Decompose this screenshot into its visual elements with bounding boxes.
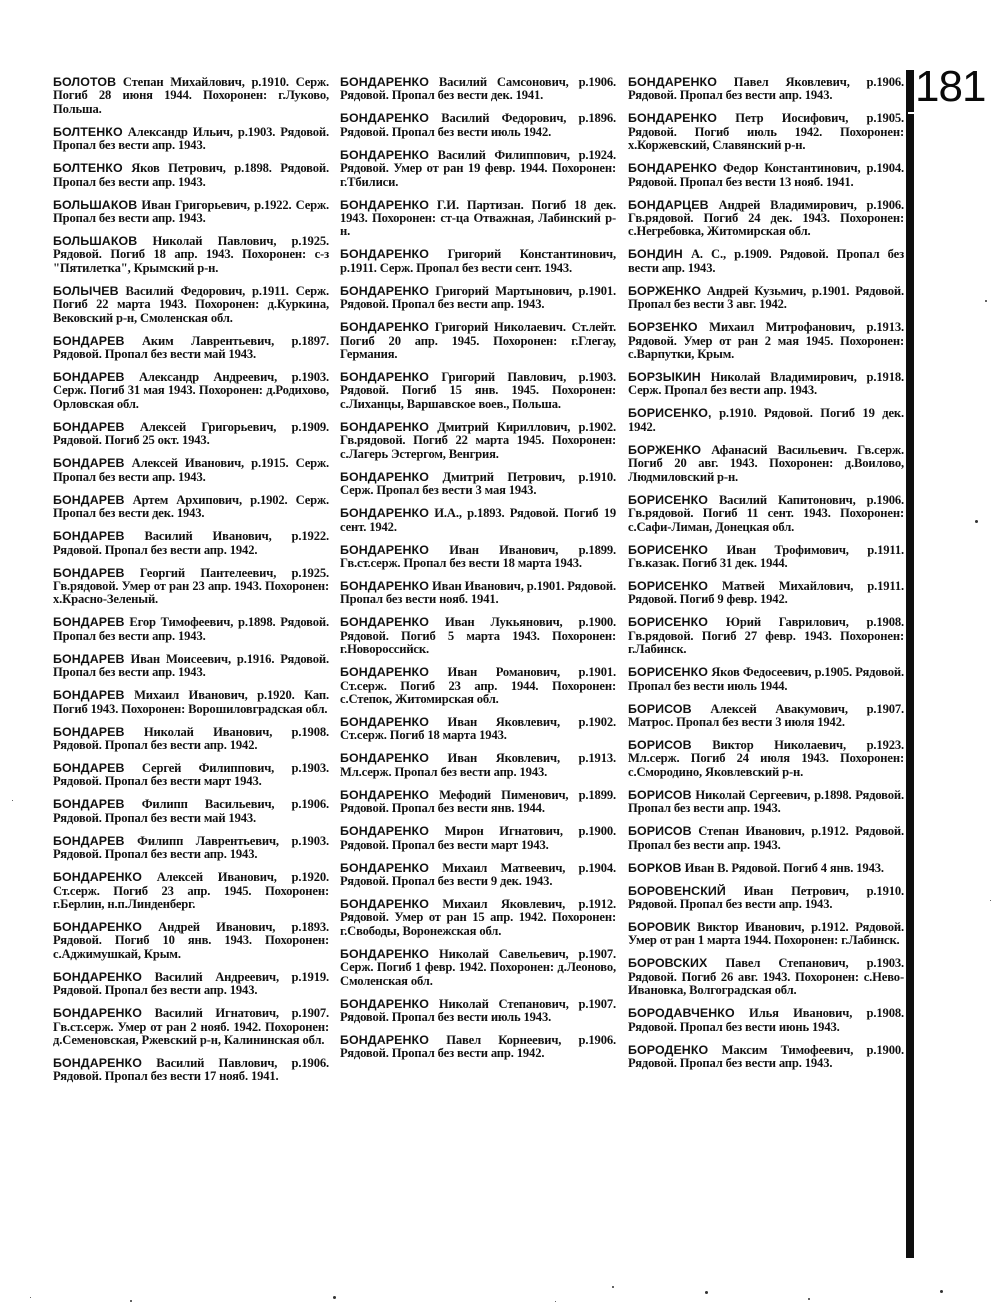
- entry-surname: БОНДАРЕВ: [53, 651, 125, 666]
- memorial-entry: [340, 248, 616, 275]
- entry-details: Алексей Авакумович, р.1907. Матрос. Пропал без вести 3 июля 1942.: [628, 701, 905, 729]
- entry-details: Филипп Лаврентьевич, р.1903. Рядовой. Пропал без вести апр. 1943.: [53, 833, 329, 862]
- entry-surname: БОНДАРЕВ: [53, 797, 125, 812]
- memorial-entry: [53, 689, 329, 716]
- entry-surname: БОНДАРЕНКО: [340, 751, 429, 766]
- entry-details: Афанасий Васильевич. Гв.серж. Погиб 20 авг. 1943. Похоронен: д.Воилово, Людмиловский р-н.: [628, 442, 905, 484]
- entry-details: Иван Романович, р.1901. Ст.серж. Погиб 23 апр. 1944. Похоронен: с.Степок, Житомирская обл.: [340, 665, 616, 706]
- entry-surname: БОНДАРЕНКО: [340, 787, 429, 802]
- entry-surname: БОНДАРЕНКО: [628, 75, 717, 89]
- entry-details: Андрей Владимирович, р.1906. Гв.рядовой. Погиб 24 дек. 1943. Похоронен: с.Негребовка, Житомирская обл.: [628, 197, 904, 239]
- entry-surname: БОРЗЕНКО: [628, 320, 698, 335]
- entry-details: Егор Тимофеевич, р.1898. Рядовой. Пропал без вести апр. 1943.: [53, 615, 330, 643]
- entry-surname: БОРИСОВ: [628, 701, 692, 716]
- entry-details: Дмитрий Петрович, р.1910. Серж. Пропал без вести 3 мая 1943.: [340, 469, 616, 498]
- memorial-entry: [53, 835, 329, 862]
- memorial-entry: [628, 862, 904, 875]
- entry-surname: БОЛЫЧЕВ: [53, 283, 119, 298]
- memorial-entry: [628, 444, 904, 484]
- memorial-entry: [628, 162, 904, 189]
- entry-surname: БОРОВСКИХ: [628, 956, 708, 971]
- entry-surname: БОНДАРЕНКО: [340, 370, 429, 385]
- memorial-entry: [340, 544, 616, 571]
- entry-surname: БОНДАРЕВ: [53, 333, 125, 348]
- memorial-entry: [340, 998, 616, 1025]
- entry-surname: БОРЗЫКИН: [628, 370, 701, 385]
- entry-details: Максим Тимофеевич, р.1900. Рядовой. Пропал без вести апр. 1943.: [628, 1042, 904, 1070]
- memorial-entry: [53, 421, 329, 448]
- entry-surname: БОНДАРЕНКО: [340, 75, 429, 89]
- memorial-entry: [53, 921, 329, 961]
- entry-surname: БОНДАРЕВ: [53, 456, 125, 471]
- memorial-entry: [53, 235, 329, 275]
- entry-details: Александр Андреевич, р.1903. Серж. Погиб 31 мая 1943. Похоронен: д.Родихово, Орловская обл.: [53, 370, 330, 411]
- entry-details: Юрий Гаврилович, р.1908. Гв.рядовой. Погиб 27 февр. 1943. Похоронен: г.Лабинск.: [628, 615, 904, 657]
- entry-surname: БОРОВИК: [628, 919, 691, 934]
- entry-details: Григорий Мартынович, р.1901. Рядовой. Пропал без вести апр. 1943.: [340, 283, 616, 312]
- entry-surname: БОЛТЕНКО: [53, 161, 123, 176]
- entry-surname: БОНДАРЕНКО: [340, 824, 429, 839]
- entry-surname: БОЛТЕНКО: [53, 124, 123, 139]
- memorial-entry: [340, 371, 616, 411]
- entry-surname: БОРИСЕНКО: [628, 492, 708, 507]
- memorial-entry: [340, 616, 616, 656]
- entry-surname: БОРИСОВ: [628, 824, 692, 839]
- entry-surname: БОРИСОВ: [628, 737, 692, 752]
- entry-surname: БОЛЬШАКОВ: [53, 197, 138, 212]
- column-3: [628, 76, 904, 1080]
- entry-surname: БОНДАРЕНКО: [53, 1006, 142, 1021]
- entry-surname: БОРИСЕНКО: [628, 542, 708, 557]
- memorial-entry: [53, 457, 329, 484]
- entry-surname: БОНДАРЕНКО: [628, 111, 717, 126]
- entry-surname: БОНДАРЕНКО: [340, 197, 429, 212]
- entry-details: Алексей Григорьевич, р.1909. Рядовой. Погиб 25 окт. 1943.: [53, 419, 329, 448]
- scan-speck: [940, 1290, 943, 1293]
- scan-speck: [612, 1286, 614, 1288]
- memorial-entry: [53, 871, 329, 911]
- entry-details: Алексей Иванович, р.1920. Ст.серж. Погиб 23 апр. 1945. Похоронен: г.Берлин, н.п.Линденберг.: [53, 870, 329, 911]
- entry-surname: БОНДАРЕВ: [53, 492, 125, 507]
- scan-speck: [12, 800, 13, 801]
- entry-details: Иван Яковлевич, р.1902. Ст.серж. Погиб 18 марта 1943.: [340, 714, 616, 743]
- entry-details: Степан Михайлович, р.1910. Серж. Погиб 28 июня 1944. Похоронен: г.Луково, Польша.: [53, 75, 329, 116]
- entry-surname: БОРИСЕНКО: [628, 615, 708, 630]
- scan-speck: [333, 1296, 336, 1299]
- entry-surname: БОНДАРЕНКО: [340, 542, 429, 557]
- entry-surname: БОНДАРЦЕВ: [628, 197, 709, 212]
- page-number: 181: [915, 62, 986, 111]
- memorial-entry: [340, 421, 616, 461]
- memorial-entry: [340, 507, 616, 534]
- entry-details: Николай Савельевич, р.1907. Серж. Погиб 1 февр. 1942. Похоронен: д.Леоново, Смоленская обл.: [340, 946, 616, 988]
- entry-surname: БОНДАРЕНКО: [340, 860, 429, 875]
- memorial-entry: [628, 544, 904, 571]
- memorial-entry: [340, 76, 616, 103]
- memorial-entry: [628, 580, 904, 607]
- entry-details: Яков Петрович, р.1898. Рядовой. Пропал без вести апр. 1943.: [53, 161, 329, 189]
- entry-surname: БОНДАРЕНКО: [340, 419, 429, 434]
- entry-surname: БОНДАРЕВ: [53, 760, 125, 775]
- entry-details: Павел Яковлевич, р.1906. Рядовой. Пропал без вести апр. 1943.: [628, 75, 904, 103]
- memorial-entry: [53, 371, 329, 411]
- entry-surname: БОРОДЕНКО: [628, 1042, 709, 1057]
- entry-details: Филипп Васильевич, р.1906. Рядовой. Пропал без вести май 1943.: [53, 797, 329, 825]
- memorial-entry: [628, 321, 904, 361]
- scan-speck: [985, 300, 987, 302]
- entry-surname: БОРЖЕНКО: [628, 283, 702, 298]
- scan-speck: [130, 1300, 132, 1302]
- entry-details: Дмитрий Кириллович, р.1902. Гв.рядовой. Погиб 22 марта 1945. Похоронен: с.Лагерь Эстергом, Венгрия.: [340, 419, 616, 461]
- entry-surname: БОНДАРЕНКО: [53, 919, 142, 934]
- entry-surname: БОНДАРЕНКО: [340, 996, 429, 1011]
- entry-details: Георгий Пантелеевич, р.1925. Гв.рядовой. Умер от ран 23 апр. 1943. Похоронен: х.Красно-Зеленый.: [53, 565, 329, 607]
- entry-surname: БОРКОВ: [628, 860, 682, 875]
- entry-details: Павел Степанович, р.1903. Рядовой. Погиб 26 авг. 1943. Похоронен: с.Нево-Ивановка, Волгоградская обл.: [628, 956, 905, 998]
- memorial-entry: [628, 703, 904, 730]
- entry-details: Михаил Матвеевич, р.1904. Рядовой. Пропал без вести 9 дек. 1943.: [340, 860, 616, 888]
- entry-details: Михаил Иванович, р.1920. Кап. Погиб 1943. Похоронен: Ворошиловградская обл.: [53, 688, 330, 716]
- memorial-entry: [340, 580, 616, 607]
- memorial-entry: [340, 948, 616, 988]
- entry-details: Василий Андреевич, р.1919. Рядовой. Пропал без вести апр. 1943.: [53, 969, 329, 998]
- entry-details: Иван Трофимович, р.1911. Гв.казак. Погиб 31 дек. 1944.: [628, 542, 904, 570]
- entry-details: Г.И. Партизан. Погиб 18 дек. 1943. Похоронен: ст-ца Отважная, Лабинский р-н.: [340, 197, 616, 239]
- entry-details: Аким Лаврентьевич, р.1897. Рядовой. Пропал без вести май 1943.: [53, 333, 329, 362]
- entry-details: Григорий Константинович, р.1911. Серж. Пропал без вести сент. 1943.: [340, 247, 617, 275]
- entry-details: Василий Федорович, р.1896. Рядовой. Пропал без вести июль 1942.: [340, 111, 616, 139]
- entry-details: Павел Корнеевич, р.1906. Рядовой. Пропал без вести апр. 1942.: [340, 1033, 616, 1061]
- entry-surname: БОРЖЕНКО: [628, 442, 702, 457]
- entry-surname: БОЛОТОВ: [53, 75, 117, 89]
- entry-surname: БОРИСЕНКО: [628, 578, 708, 593]
- memorial-entry: [340, 285, 616, 312]
- entry-details: Григорий Павлович, р.1903. Рядовой. Погиб 15 янв. 1945. Похоронен: с.Лиханцы, Варшавское воев., Польша.: [340, 370, 617, 411]
- entry-details: Мирон Игнатович, р.1900. Рядовой. Пропал без вести март 1943.: [340, 824, 616, 852]
- entry-surname: БОНДАРЕВ: [53, 688, 125, 703]
- entry-surname: БОНДАРЕНКО: [340, 615, 429, 630]
- entry-surname: БОРОДАВЧЕНКО: [628, 1006, 735, 1021]
- entry-details: Виктор Иванович, р.1912. Рядовой. Умер от ран 1 марта 1944. Похоронен: г.Лабинск.: [628, 919, 905, 948]
- entry-surname: БОНДИН: [628, 247, 683, 262]
- entry-details: Яков Федосеевич, р.1905. Рядовой. Пропал без вести июль 1944.: [628, 665, 905, 693]
- entry-surname: БОНДАРЕНКО: [53, 870, 142, 885]
- entry-surname: БОНДАРЕНКО: [340, 283, 429, 298]
- entry-surname: БОНДАРЕВ: [53, 565, 125, 580]
- memorial-entry: [53, 199, 329, 226]
- memorial-entry: [53, 798, 329, 825]
- entry-details: Алексей Иванович, р.1915. Серж. Пропал без вести апр. 1943.: [53, 456, 329, 484]
- memorial-entry: [53, 653, 329, 680]
- memorial-entry: [53, 494, 329, 521]
- memorial-entry: [628, 199, 904, 239]
- entry-surname: БОНДАРЕВ: [53, 724, 125, 739]
- memorial-entry: [53, 971, 329, 998]
- memorial-entry: [53, 162, 329, 189]
- entry-details: Иван Петрович, р.1910. Рядовой. Пропал без вести апр. 1943.: [628, 883, 905, 911]
- memorial-entry: [340, 199, 616, 239]
- entry-surname: БОЛЬШАКОВ: [53, 234, 138, 249]
- entry-details: Иван Моисеевич, р.1916. Рядовой. Пропал без вести апр. 1943.: [53, 651, 330, 680]
- entry-surname: БОНДАРЕНКО: [53, 969, 142, 984]
- entry-surname: БОНДАРЕНКО: [340, 469, 429, 484]
- entry-surname: БОРИСЕНКО,: [628, 406, 712, 421]
- entry-surname: БОНДАРЕНКО: [340, 320, 429, 335]
- entry-details: Михаил Яковлевич, р.1912. Рядовой. Умер от ран 15 апр. 1942. Похоронен: г.Свободы, Воронежская обл.: [340, 896, 616, 938]
- entry-details: Николай Павлович, р.1925. Рядовой. Погиб 18 апр. 1943. Похоронен: с-з "Пятилетка", Крымский р-н.: [53, 234, 330, 275]
- memorial-entry: [628, 825, 904, 852]
- entry-surname: БОНДАРЕВ: [53, 529, 125, 544]
- memorial-entry: [628, 739, 904, 779]
- entry-details: Матвей Михайлович, р.1911. Рядовой. Погиб 9 февр. 1942.: [628, 578, 904, 607]
- memorial-entry: [53, 126, 329, 153]
- scan-speck: [555, 1301, 556, 1302]
- entry-surname: БОНДАРЕНКО: [340, 506, 429, 521]
- column-1: [53, 76, 329, 1093]
- memorial-entry: [340, 898, 616, 938]
- entry-details: Андрей Иванович, р.1893. Рядовой. Погиб 10 янв. 1943. Похоронен: с.Аджимушкай, Крым.: [53, 919, 329, 961]
- scan-speck: [705, 1291, 708, 1294]
- memorial-entry: [628, 407, 904, 434]
- entry-details: Николай Владимирович, р.1918. Серж. Пропал без вести апр. 1943.: [628, 370, 904, 398]
- memorial-entry: [628, 494, 904, 534]
- entry-details: Василий Павлович, р.1906. Рядовой. Пропал без вести 17 нояб. 1941.: [53, 1056, 329, 1084]
- entry-surname: БОНДАРЕНКО: [340, 147, 429, 162]
- margin-rule: [906, 70, 914, 1258]
- memorial-entry: [628, 921, 904, 948]
- entry-surname: БОНДАРЕНКО: [340, 896, 429, 911]
- entry-details: Артем Архипович, р.1902. Серж. Пропал без вести дек. 1943.: [53, 492, 330, 521]
- memorial-entry: [53, 335, 329, 362]
- entry-details: Иван Лукьянович, р.1900. Рядовой. Погиб 5 марта 1943. Похоронен: г.Новороссийск.: [340, 615, 617, 657]
- entry-details: Николай Иванович, р.1908. Рядовой. Пропал без вести апр. 1942.: [53, 724, 329, 752]
- entry-surname: БОНДАРЕНКО: [340, 665, 429, 680]
- memorial-entry: [340, 716, 616, 743]
- scan-speck: [30, 1297, 31, 1298]
- memorial-entry: [340, 666, 616, 706]
- memorial-entry: [628, 616, 904, 656]
- entry-details: А. С., р.1909. Рядовой. Пропал без вести апр. 1943.: [628, 247, 905, 275]
- entry-details: Сергей Филиппович, р.1903. Рядовой. Пропал без вести март 1943.: [53, 760, 329, 789]
- memorial-entry: [628, 1007, 904, 1034]
- entry-details: Василий Капитонович, р.1906. Гв.рядовой. Погиб 11 сент. 1943. Похоронен: с.Сафи-Лиман, Донецкая обл.: [628, 492, 905, 534]
- entry-details: Василий Иванович, р.1922. Рядовой. Пропал без вести апр. 1942.: [53, 529, 329, 557]
- memorial-entry: [628, 285, 904, 312]
- entry-details: Николай Сергеевич, р.1898. Рядовой. Пропал без вести апр. 1943.: [628, 787, 904, 816]
- entry-surname: БОРОВЕНСКИЙ: [628, 883, 726, 898]
- entry-details: Иван В. Рядовой. Погиб 4 янв. 1943.: [684, 860, 884, 875]
- entry-details: Иван Иванович, р.1899. Гв.ст.серж. Пропал без вести 18 марта 1943.: [340, 542, 617, 570]
- entry-details: Иван Григорьевич, р.1922. Серж. Пропал без вести апр. 1943.: [53, 197, 329, 226]
- entry-surname: БОНДАРЕВ: [53, 833, 125, 848]
- entry-surname: БОРИСОВ: [628, 787, 692, 802]
- memorial-entry: [340, 321, 616, 361]
- margin-rule-notch: [908, 112, 914, 114]
- memorial-entry: [628, 112, 904, 152]
- entry-details: Александр Ильич, р.1903. Рядовой. Пропал без вести апр. 1943.: [53, 124, 330, 153]
- entry-details: Андрей Кузьмич, р.1901. Рядовой. Пропал без вести 3 авг. 1942.: [628, 283, 905, 312]
- memorial-entry: [53, 567, 329, 607]
- entry-surname: БОНДАРЕНКО: [340, 714, 429, 729]
- entry-surname: БОНДАРЕНКО: [628, 161, 717, 176]
- memorial-entry: [340, 112, 616, 139]
- entry-details: Василий Филиппович, р.1924. Рядовой. Умер от ран 19 февр. 1944. Похоронен: г.Тбилиси.: [340, 147, 617, 189]
- memorial-entry: [628, 789, 904, 816]
- memorial-entry: [340, 471, 616, 498]
- entry-details: И.А., р.1893. Рядовой. Погиб 19 сент. 1942.: [340, 506, 616, 534]
- entry-surname: БОНДАРЕНКО: [340, 578, 429, 593]
- memorial-entry: [53, 76, 329, 116]
- entry-details: Василий Самсонович, р.1906. Рядовой. Пропал без вести дек. 1941.: [340, 75, 617, 103]
- entry-surname: БОНДАРЕНКО: [340, 946, 429, 961]
- scan-speck: [975, 520, 978, 523]
- memorial-entry: [340, 149, 616, 189]
- memorial-entry: [628, 1044, 904, 1071]
- entry-surname: БОНДАРЕНКО: [340, 111, 429, 126]
- entry-surname: БОНДАРЕНКО: [340, 1033, 429, 1047]
- memorial-entry: [340, 825, 616, 852]
- entry-surname: БОРИСЕНКО: [628, 665, 708, 680]
- entry-details: Иван Яковлевич, р.1913. Мл.серж. Пропал без вести апр. 1943.: [340, 751, 616, 779]
- column-2: [340, 76, 616, 1070]
- memorial-entry: [53, 1057, 329, 1084]
- memorial-entry: [340, 1034, 616, 1061]
- entry-details: Мефодий Пименович, р.1899. Рядовой. Пропал без вести янв. 1944.: [340, 787, 617, 816]
- entry-details: Федор Константинович, р.1904. Рядовой. Пропал без вести 13 нояб. 1941.: [628, 161, 904, 189]
- scan-speck: [808, 1298, 810, 1300]
- memorial-entry: [340, 752, 616, 779]
- entry-surname: БОНДАРЕНКО: [53, 1056, 142, 1070]
- memorial-entry: [628, 76, 904, 103]
- memorial-entry: [53, 1007, 329, 1047]
- scan-speck: [990, 900, 991, 901]
- memorial-entry: [340, 789, 616, 816]
- memorial-entry: [53, 616, 329, 643]
- entry-surname: БОНДАРЕВ: [53, 615, 125, 630]
- entry-surname: БОНДАРЕВ: [53, 419, 125, 434]
- entry-details: Михаил Митрофанович, р.1913. Рядовой. Умер от ран 2 мая 1945. Похоронен: с.Варпутки, Крым.: [628, 320, 904, 362]
- memorial-entry: [628, 666, 904, 693]
- memorial-entry: [53, 762, 329, 789]
- entry-details: Илья Иванович, р.1908. Рядовой. Пропал без вести июнь 1943.: [628, 1006, 904, 1034]
- memorial-entry: [628, 371, 904, 398]
- entry-details: Григорий Николаевич. Ст.лейт. Погиб 20 апр. 1945. Похоронен: г.Глегау, Германия.: [340, 320, 616, 362]
- entry-surname: БОНДАРЕВ: [53, 370, 125, 385]
- memorial-entry: [53, 285, 329, 325]
- memorial-entry: [628, 885, 904, 912]
- memorial-entry: [53, 726, 329, 753]
- entry-surname: БОНДАРЕНКО: [340, 247, 429, 262]
- entry-details: Степан Иванович, р.1912. Рядовой. Пропал без вести апр. 1943.: [628, 824, 905, 852]
- entry-details: Иван Иванович, р.1901. Рядовой. Пропал без вести нояб. 1941.: [340, 578, 617, 607]
- memorial-entry: [628, 957, 904, 997]
- entry-details: Петр Иосифович, р.1905. Рядовой. Погиб июль 1942. Похоронен: х.Коржевский, Славянский р-н.: [628, 111, 904, 153]
- memorial-entry: [53, 530, 329, 557]
- memorial-entry: [628, 248, 904, 275]
- entry-details: Василий Федорович, р.1911. Серж. Погиб 22 марта 1943. Похоронен: д.Куркина, Вековский р-н, Смоленская обл.: [53, 283, 329, 325]
- entry-details: р.1910. Рядовой. Погиб 19 дек. 1942.: [628, 406, 905, 434]
- memorial-entry: [340, 862, 616, 889]
- entry-details: Виктор Николаевич, р.1923. Мл.серж. Погиб 24 июля 1943. Похоронен: с.Смородино, Яковлевский р-н.: [628, 737, 905, 779]
- entry-details: Василий Игнатович, р.1907. Гв.ст.серж. Умер от ран 2 нояб. 1942. Похоронен: д.Семеновская, Ржевский р-н, Калининская обл.: [53, 1006, 330, 1047]
- entry-details: Николай Степанович, р.1907. Рядовой. Пропал без вести июль 1943.: [340, 996, 616, 1024]
